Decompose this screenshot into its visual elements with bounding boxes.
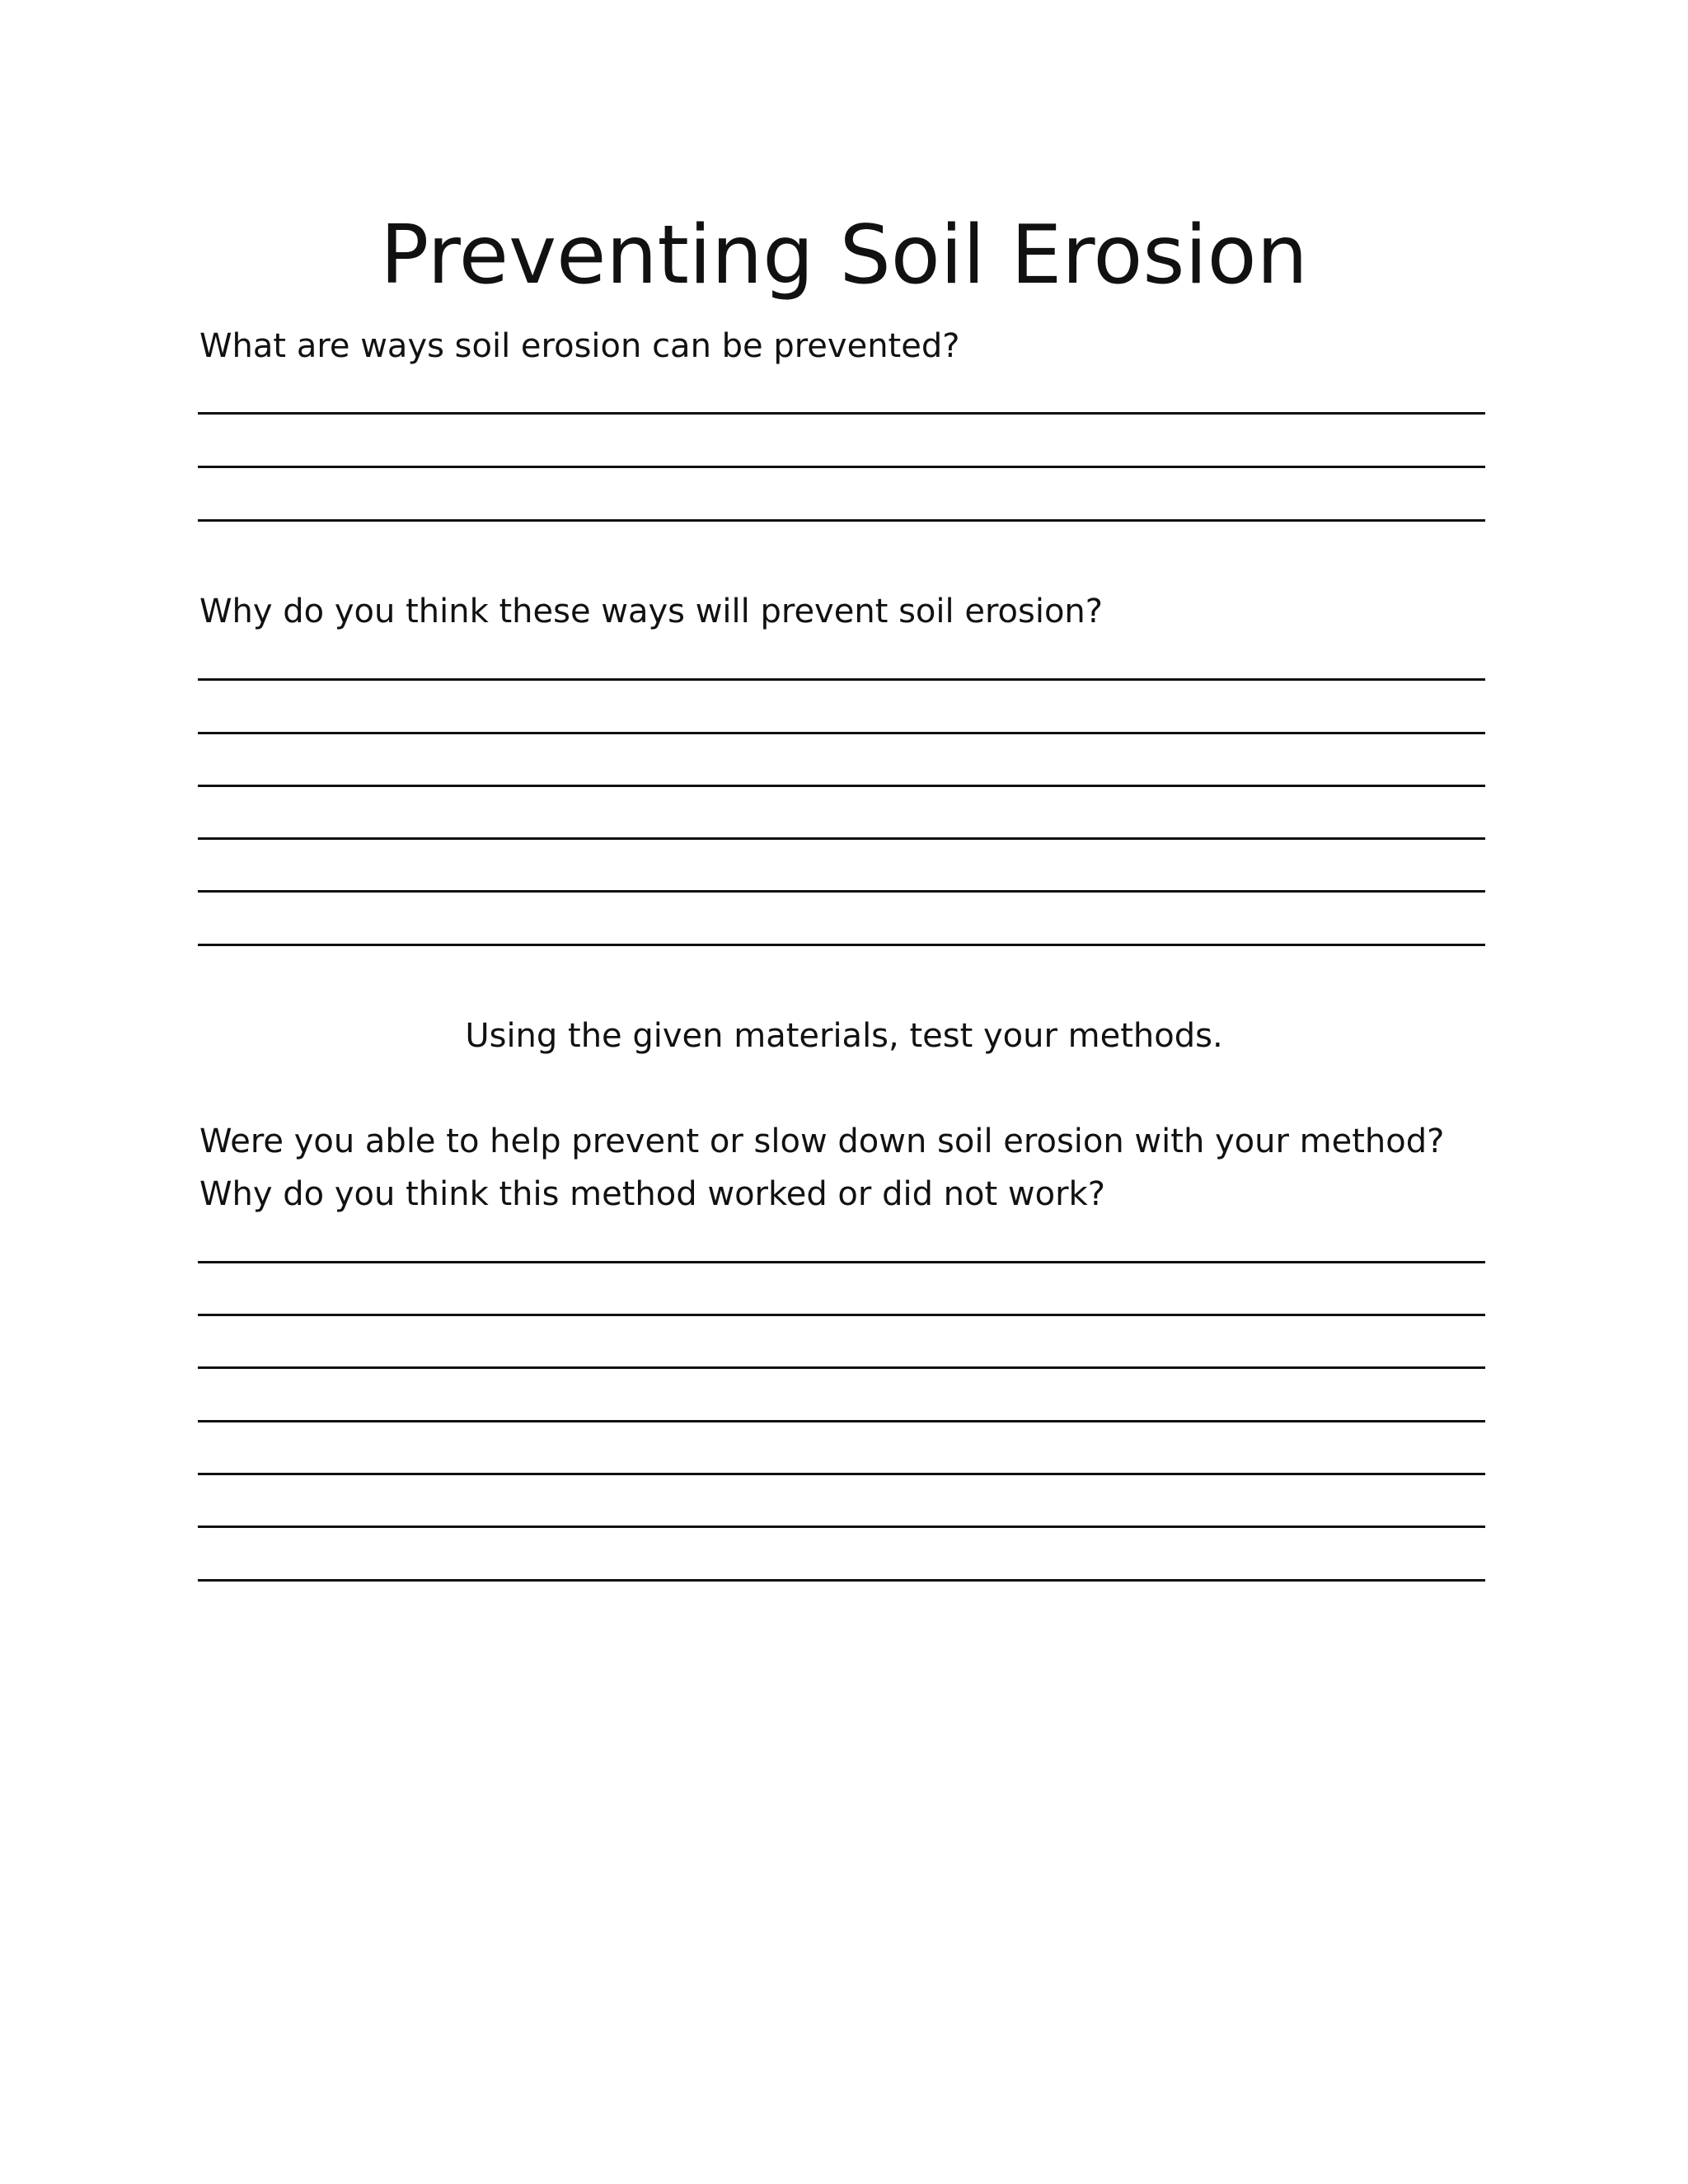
answer-line[interactable] (198, 678, 1485, 681)
answer-line[interactable] (198, 1473, 1485, 1475)
answer-line[interactable] (198, 1261, 1485, 1263)
answer-line[interactable] (198, 1579, 1485, 1582)
question-1: What are ways soil erosion can be prevented? (199, 327, 960, 365)
instruction-text: Using the given materials, test your methods. (465, 1017, 1223, 1055)
question-3: Were you able to help prevent or slow down soil erosion with your method? Why do you think this method worked or did not work? (199, 1122, 1445, 1213)
answer-line[interactable] (198, 785, 1485, 787)
answer-line[interactable] (198, 944, 1485, 946)
answer-line[interactable] (198, 1526, 1485, 1528)
answer-line[interactable] (198, 1420, 1485, 1422)
answer-line[interactable] (198, 837, 1485, 840)
answer-line[interactable] (198, 890, 1485, 893)
answer-line[interactable] (198, 732, 1485, 734)
answer-line[interactable] (198, 519, 1485, 522)
answer-line[interactable] (198, 1366, 1485, 1369)
question-2: Why do you think these ways will prevent soil erosion? (199, 593, 1103, 630)
answer-line[interactable] (198, 1314, 1485, 1316)
page-title: Preventing Soil Erosion (380, 209, 1308, 302)
answer-line[interactable] (198, 466, 1485, 468)
answer-line[interactable] (198, 412, 1485, 415)
